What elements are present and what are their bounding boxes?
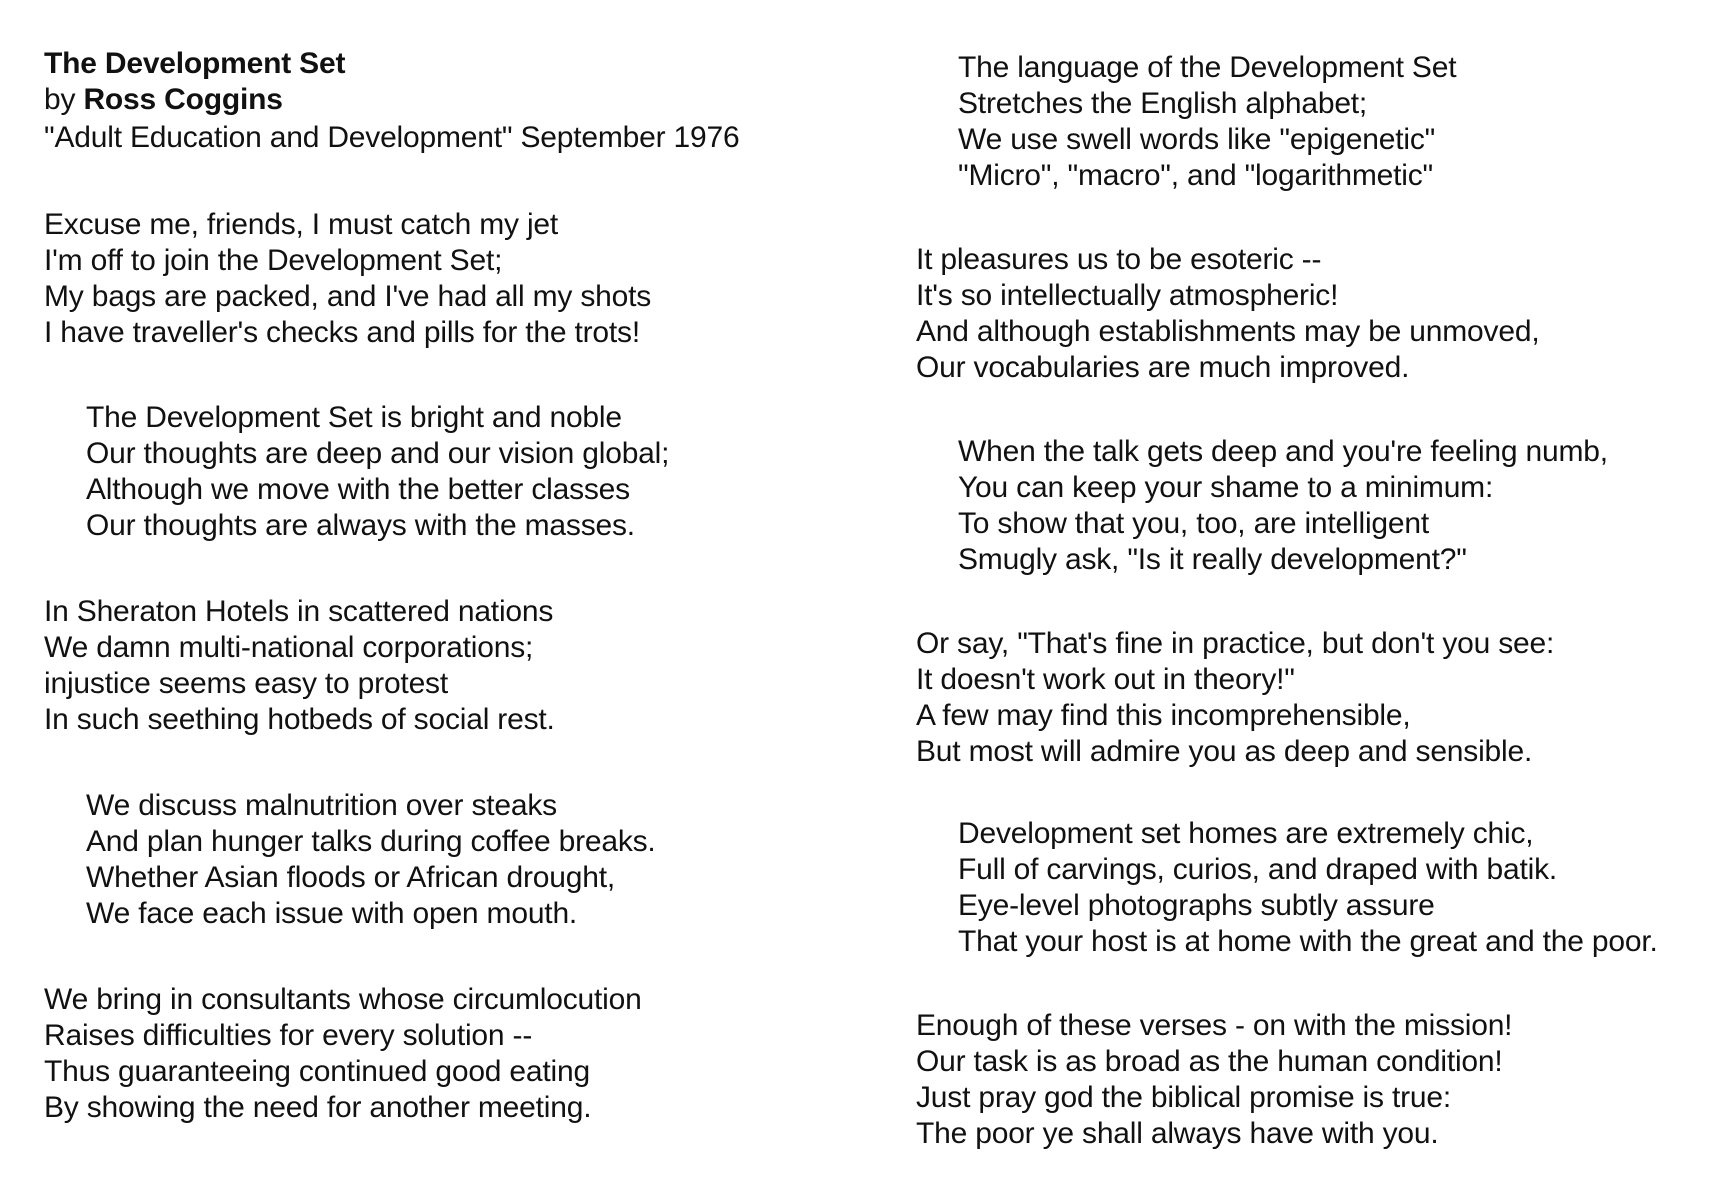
poem-line: injustice seems easy to protest <box>44 667 448 700</box>
poem-line: Excuse me, friends, I must catch my jet <box>44 208 559 241</box>
poem-line: It doesn't work out in theory!" <box>916 663 1295 696</box>
poem-line: A few may find this incomprehensible, <box>916 699 1411 732</box>
byline-prefix: by <box>44 83 76 116</box>
poem-line: The poor ye shall always have with you. <box>916 1117 1439 1150</box>
poem-line: Or say, "That's fine in practice, but don't you see: <box>916 627 1555 660</box>
poem-line: By showing the need for another meeting. <box>44 1091 592 1124</box>
poem-line: I'm off to join the Development Set; <box>44 244 503 277</box>
poem-line: Raises difficulties for every solution -- <box>44 1019 533 1052</box>
source-citation: "Adult Education and Development" September 1976 <box>44 121 740 154</box>
poem-line: I have traveller's checks and pills for the trots! <box>44 316 640 349</box>
poem-line: Thus guaranteeing continued good eating <box>44 1055 590 1088</box>
poem-line: Our vocabularies are much improved. <box>916 351 1410 384</box>
poem-line: In Sheraton Hotels in scattered nations <box>44 595 554 628</box>
poem-line: In such seething hotbeds of social rest. <box>44 703 555 736</box>
poem-line: You can keep your shame to a minimum: <box>958 471 1494 504</box>
poem-line: We face each issue with open mouth. <box>86 897 578 930</box>
poem-line: Smugly ask, "Is it really development?" <box>958 543 1467 576</box>
poem-line: Our thoughts are deep and our vision global; <box>86 437 670 470</box>
byline <box>44 82 283 118</box>
poem-line: It pleasures us to be esoteric -- <box>916 243 1322 276</box>
poem-line: Although we move with the better classes <box>86 473 630 506</box>
poem-line: But most will admire you as deep and sensible. <box>916 735 1533 768</box>
poem-line: It's so intellectually atmospheric! <box>916 279 1339 312</box>
poem-line: Just pray god the biblical promise is true: <box>916 1081 1451 1114</box>
poem-line: We damn multi-national corporations; <box>44 631 534 664</box>
poem-line: Enough of these verses - on with the mission! <box>916 1009 1513 1042</box>
poem-line: Whether Asian floods or African drought, <box>86 861 615 894</box>
poem-line: We use swell words like "epigenetic" <box>958 123 1436 156</box>
poem-line: And although establishments may be unmoved, <box>916 315 1540 348</box>
poem-line: "Micro", "macro", and "logarithmetic" <box>958 159 1433 192</box>
poem-line: Our task is as broad as the human condition! <box>916 1045 1503 1078</box>
poem-line: Our thoughts are always with the masses. <box>86 509 635 542</box>
poem-line: When the talk gets deep and you're feeling numb, <box>958 435 1608 468</box>
poem-line: Full of carvings, curios, and draped with batik. <box>958 853 1558 886</box>
poem-line: Development set homes are extremely chic, <box>958 817 1534 850</box>
poem-line: We bring in consultants whose circumlocution <box>44 983 642 1016</box>
poem-line: That your host is at home with the great and the poor. <box>958 925 1658 958</box>
poem-title: The Development Set <box>44 47 346 80</box>
author-name: Ross Coggins <box>83 83 283 116</box>
poem-line: Eye-level photographs subtly assure <box>958 889 1435 922</box>
poem-line: The Development Set is bright and noble <box>86 401 622 434</box>
poem-line: The language of the Development Set <box>958 51 1457 84</box>
poem-line: Stretches the English alphabet; <box>958 87 1368 120</box>
poem-line: My bags are packed, and I've had all my shots <box>44 280 652 313</box>
poem-line: To show that you, too, are intelligent <box>958 507 1430 540</box>
poem-line: We discuss malnutrition over steaks <box>86 789 557 822</box>
poem-line: And plan hunger talks during coffee breaks. <box>86 825 656 858</box>
